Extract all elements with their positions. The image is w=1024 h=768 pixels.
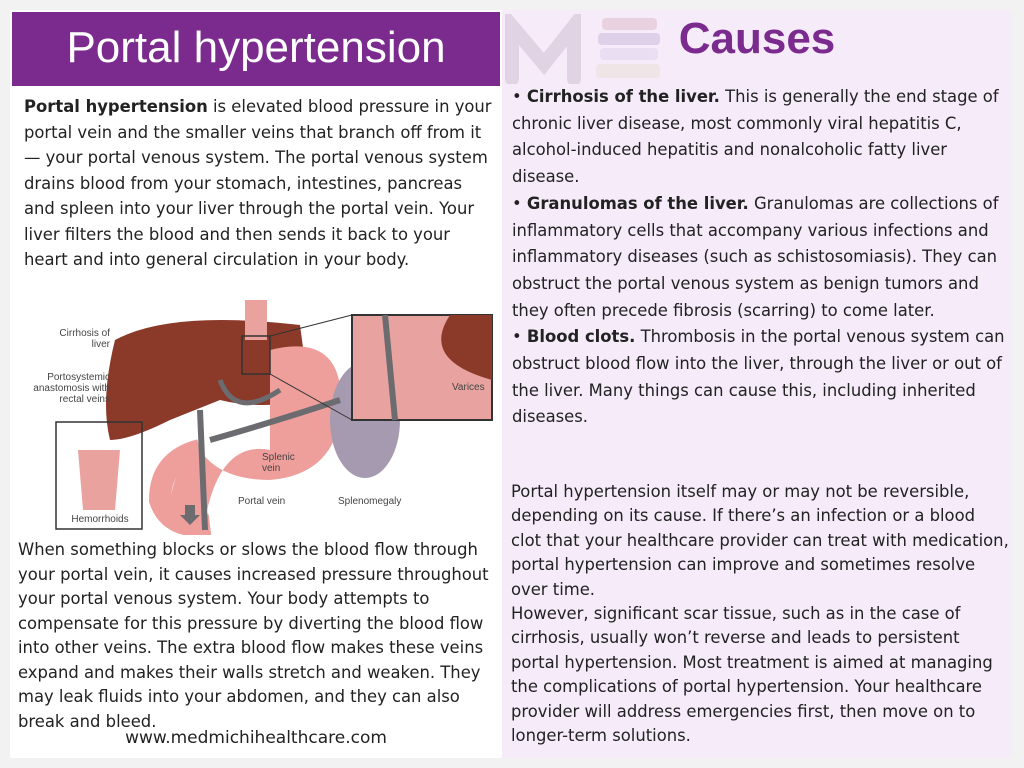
left-panel [10, 10, 502, 758]
label-cirrhosis: Cirrhosis of liver [59, 328, 110, 350]
causes-list [512, 84, 1008, 431]
cause-text: This is generally the end stage of chronic liver disease, most commonly viral hepatitis C, alcohol-induced hepatitis and nonalcoholic fatty liver disease. [512, 87, 999, 187]
label-splenic-vein: Splenic vein [262, 452, 295, 474]
causes-title: Causes [678, 14, 836, 63]
cause-term: Granulomas of the liver. [526, 193, 749, 213]
outlook-section [511, 480, 1009, 748]
intro-paragraph [24, 94, 498, 273]
label-splenomegaly: Splenomegaly [338, 496, 402, 507]
cause-term: Cirrhosis of the liver. [526, 87, 720, 106]
cause-text: Thrombosis in the portal venous system can obstruct blood flow into the liver, through the liver or out of the liver. Many things can cause this, including inherited diseases. [512, 327, 1005, 427]
label-varices: Varices [452, 382, 485, 393]
mechanism-paragraph: When something blocks or slows the blood flow through your portal vein, it causes increased pressure throughout your portal venous system. Your body attempts to compensate for this pressure by diverting the blood flow into other veins. The extra blood flow makes these veins expand and makes their walls stretch and weaken. They may leak fluids into your abdomen, and they can also break and bleed. [18, 540, 489, 731]
label-portal-vein: Portal vein [238, 496, 286, 507]
label-hemorrhoids: Hemorrhoids [71, 514, 129, 525]
website-link[interactable]: www.medmichihealthcare.com [125, 728, 387, 748]
outlook-paragraph-2: However, significant scar tissue, such as in the case of cirrhosis, usually won’t reverse and leads to persistent portal hypertension. Most treatment is aimed at managing the complications of portal hypertension. Your healthcare provider will address emergencies first, then move on to longer-term solutions. [511, 604, 993, 746]
cause-item: • Blood clots. Thrombosis in the portal venous system can obstruct blood flow into the liver, through the liver or out of the liver. Many things can cause this, including inherited diseases. [512, 327, 1005, 427]
cause-item: • Cirrhosis of the liver. This is generally the end stage of chronic liver disease, most commonly viral hepatitis C, alcohol-induced hepatitis and nonalcoholic fatty liver disease. [512, 87, 999, 187]
intro-term: Portal hypertension [24, 97, 208, 116]
cause-term: Blood clots. [526, 327, 636, 347]
page-title: Portal hypertension [12, 12, 500, 86]
outlook-paragraph-1: Portal hypertension itself may or may not be reversible, depending on its cause. If there’s an infection or a blood clot that your healthcare provider can treat with medication, portal hypertension can improve and sometimes resolve over time. [511, 482, 1009, 599]
intro-text: is elevated blood pressure in your portal vein and the smaller veins that branch off from it — your portal venous system. The portal venous system drains blood from your stomach, intestines, pancreas and spleen into your liver through the portal vein. Your liver filters the blood and then sends it back to your heart and into general circulation in your body. [24, 97, 492, 269]
right-panel [502, 10, 1012, 758]
cause-text: Granulomas are collections of inflammatory cells that accompany various infections and inflammatory diseases (such as schistosomiasis). They can obstruct the portal venous system as benign tumors and they often precede fibrosis (scarring) to come later. [512, 193, 999, 320]
portal-hypertension-diagram [20, 300, 500, 535]
cause-item: • Granulomas of the liver. Granulomas are collections of inflammatory cells that accompany various infections and inflammatory diseases (such as schistosomiasis). They can obstruct the portal venous system as benign tumors and they often precede fibrosis (scarring) to come later. [512, 193, 999, 320]
label-anastomosis: Portosystemic anastomosis with rectal veins [33, 372, 110, 405]
